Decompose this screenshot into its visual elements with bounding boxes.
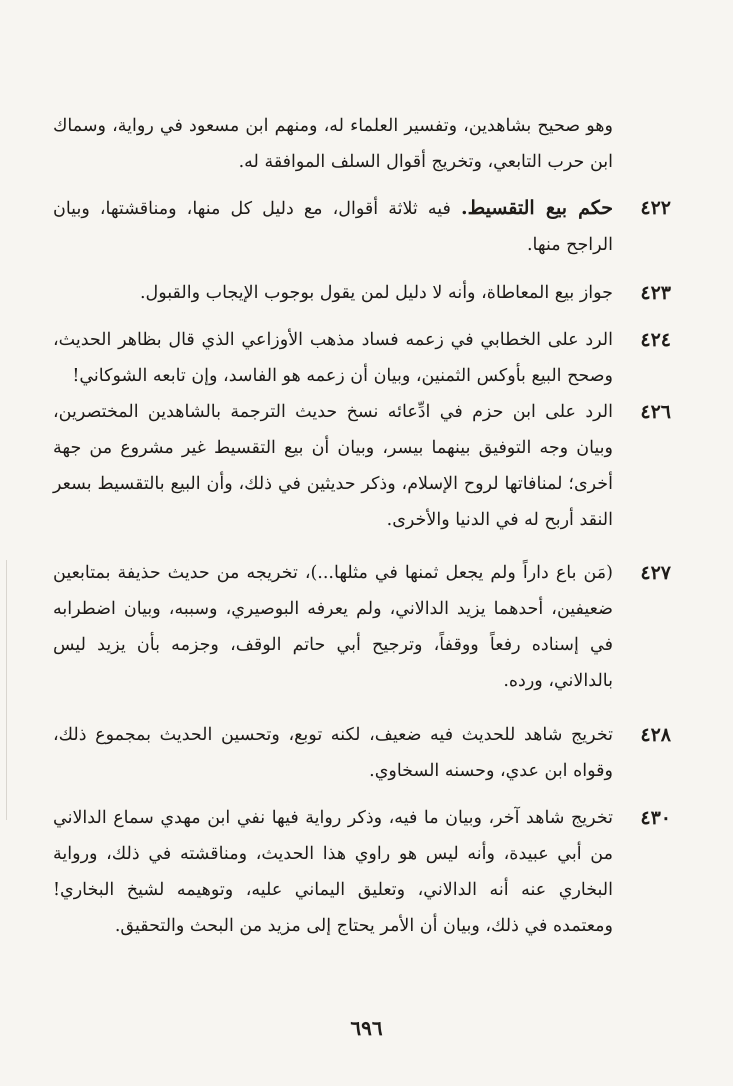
entry-number: ٤٢٣: [640, 282, 671, 304]
entry-body: فيه ثلاثة أقوال، مع دليل كل منها، ومناقشتها، وبيان الراجح منها.: [53, 199, 613, 255]
entry-text: الرد على ابن حزم في ادِّعائه نسخ حديث الترجمة بالشاهدين المختصرين، وبيان وجه التوفيق بينهما بيسر، وبيان أن بيع التقسيط غير مشروع من جهة أخرى؛ لمنافاتها لروح الإسلام، وذكر حديثين في ذلك، وأن البيع بالتقسيط بسعر النقد أربح له في الدنيا والأخرى.: [53, 402, 613, 530]
entry-number: ٤٢٧: [640, 562, 671, 584]
entry-number: ٤٢٤: [640, 329, 671, 351]
entry-text: تخريج شاهد آخر، وبيان ما فيه، وذكر رواية فيها نفي ابن مهدي سماع الدالاني من أبي عبيدة، وأنه ليس هو راوي هذا الحديث، ومناقشته في ذلك، ورواية البخاري عنه أنه الدالاني، وتعليق اليماني عليه، وتوهيمه لشيخ البخاري! ومعتمده في ذلك، وبيان أن الأمر يحتاج إلى مزيد من البحث والتحقيق.: [53, 808, 613, 936]
entry-text: [53, 190, 613, 263]
entry-text: الرد على الخطابي في زعمه فساد مذهب الأوزاعي الذي قال بظاهر الحديث، وصحح البيع بأوكس الثمنين، وبيان أن زعمه هو الفاسد، وإن تابعه الشوكاني!: [53, 330, 613, 386]
entry-text: تخريج شاهد للحديث فيه ضعيف، لكنه توبع، وتحسين الحديث بمجموع ذلك، وقواه ابن عدي، وحسنه السخاوي.: [53, 725, 613, 781]
entry-number: ٤٢٦: [640, 401, 671, 423]
intro-paragraph: وهو صحيح بشاهدين، وتفسير العلماء له، ومنهم ابن مسعود في رواية، وسماك ابن حرب التابعي، وتخريج أقوال السلف الموافقة له.: [53, 116, 613, 172]
entry-number: ٤٢٢: [640, 197, 671, 219]
entry-text: جواز بيع المعاطاة، وأنه لا دليل لمن يقول بوجوب الإيجاب والقبول.: [139, 283, 613, 303]
entry-text: (مَن باع داراً ولم يجعل ثمنها في مثلها...)، تخريجه من حديث حذيفة بمتابعين ضعيفين، أحدهما يزيد الدالاني، ولم يعرفه البوصيري، وسببه، وبيان اضطرابه في إسناده رفعاً ووقفاً، وترجيح أبي حاتم الوقف، وجزمه بأن يزيد ليس بالدالاني، ورده.: [53, 563, 613, 691]
entry-number: ٤٢٨: [640, 724, 671, 746]
entry-number: ٤٣٠: [640, 807, 671, 829]
entry-heading: حكم بيع التقسيط.: [460, 197, 613, 219]
page-number: ٦٩٦: [350, 1016, 383, 1040]
margin-line: [6, 560, 7, 820]
